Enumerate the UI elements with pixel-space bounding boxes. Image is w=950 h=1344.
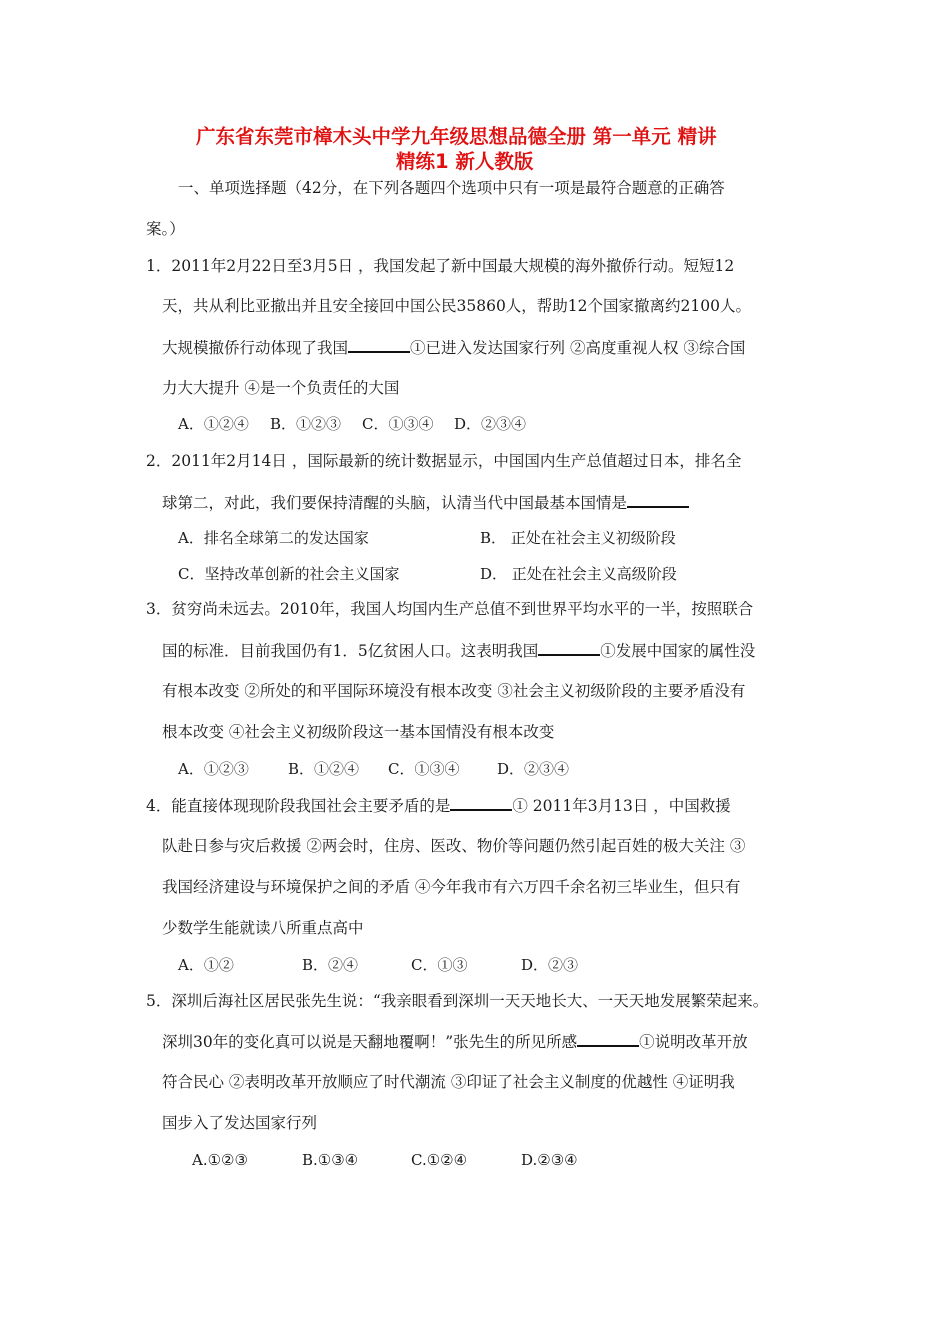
q4-stem-text: 4．能直接体现现阶段我国社会主要矛盾的是: [146, 797, 451, 815]
q5-line2: [162, 1031, 748, 1052]
q1-option-a: A．①②④: [178, 415, 249, 433]
q4-option-d: D．②③: [521, 956, 579, 974]
q4-line4: 少数学生能就读八所重点高中: [162, 919, 364, 937]
q5-option-c: C.①②④: [411, 1151, 468, 1169]
q3-option-d: D．②③④: [497, 760, 570, 778]
q1-statements: ①已进入发达国家行列 ②高度重视人权 ③综合国: [410, 339, 746, 357]
q5-option-a: A.①②③: [192, 1151, 248, 1169]
q5-line3: 符合民心 ②表明改革开放顺应了时代潮流 ③印证了社会主义制度的优越性 ④证明我: [162, 1073, 735, 1091]
q3-line3: 有根本改变 ②所处的和平国际环境没有根本改变 ③社会主义初级阶段的主要矛盾没有: [162, 682, 746, 700]
q2-stem-text: 球第二，对此，我们要保持清醒的头脑，认清当代中国最基本国情是: [162, 494, 628, 512]
q3-option-a: A．①②③: [178, 760, 249, 778]
q2-option-d: D． 正处在社会主义高级阶段: [480, 565, 677, 583]
q3-option-c: C．①③④: [388, 760, 460, 778]
q5-line4: 国步入了发达国家行列: [162, 1114, 318, 1132]
q4-statements: ① 2011年3月13日 ，中国救援: [512, 797, 731, 815]
q4-line3: 我国经济建设与环境保护之间的矛盾 ④今年我市有六万四千余名初三毕业生，但只有: [162, 878, 741, 896]
q4-line1: [146, 795, 731, 816]
q1-answer-blank: [348, 337, 410, 353]
q5-option-b: B.①③④: [302, 1151, 359, 1169]
q1-line3: [162, 337, 745, 358]
q4-answer-blank: [450, 795, 512, 811]
q3-option-b: B．①②④: [288, 760, 360, 778]
document-title-line1: 广东省东莞市樟木头中学九年级思想品德全册 第一单元 精讲: [196, 125, 717, 148]
q4-option-c: C．①③: [411, 956, 468, 974]
q3-answer-blank: [538, 640, 600, 656]
q1-line1: 1．2011年2月22日至3月5日 ，我国发起了新中国最大规模的海外撤侨行动。短短12: [146, 257, 735, 275]
section-heading-line2: 案。）: [146, 220, 185, 238]
q5-line1: 5．深圳后海社区居民张先生说：“我亲眼看到深圳一天天地长大、一天天地发展繁荣起来。: [146, 992, 769, 1010]
q5-answer-blank: [577, 1031, 639, 1047]
q2-answer-blank: [627, 492, 689, 508]
q3-line4: 根本改变 ④社会主义初级阶段这一基本国情没有根本改变: [162, 723, 555, 741]
document-title-line2: 精练1 新人教版: [396, 150, 534, 173]
q3-line1: 3．贫穷尚未远去。2010年，我国人均国内生产总值不到世界平均水平的一半，按照联合: [146, 600, 754, 618]
q1-line4: 力大大提升 ④是一个负责任的大国: [162, 379, 400, 397]
q5-option-d: D.②③④: [521, 1151, 578, 1169]
q1-option-b: B．①②③: [270, 415, 342, 433]
q2-option-a: A．排名全球第二的发达国家: [178, 529, 369, 547]
q5-statements: ①说明改革开放: [639, 1033, 748, 1051]
q1-option-d: D．②③④: [454, 415, 527, 433]
q2-option-b: B． 正处在社会主义初级阶段: [480, 529, 676, 547]
q3-stem-text: 国的标准．目前我国仍有1．5亿贫困人口。这表明我国: [162, 642, 539, 660]
q3-line2: [162, 640, 755, 661]
q4-option-b: B．②④: [302, 956, 359, 974]
q2-line1: 2．2011年2月14日 ，国际最新的统计数据显示，中国国内生产总值超过日本，排名全: [146, 452, 742, 470]
q2-line2: [162, 492, 689, 513]
q1-line2: 天，共从利比亚撤出并且安全接回中国公民35860人，帮助12个国家撤离约2100人。: [162, 297, 751, 315]
q5-stem-text: 深圳30年的变化真可以说是天翻地覆啊！”张先生的所见所感: [162, 1033, 578, 1051]
q4-line2: 队赴日参与灾后救援 ②两会时，住房、医改、物价等问题仍然引起百姓的极大关注 ③: [162, 837, 746, 855]
q1-stem-text: 大规模撤侨行动体现了我国: [162, 339, 349, 357]
q3-statements: ①发展中国家的属性没: [600, 642, 756, 660]
q4-option-a: A．①②: [178, 956, 234, 974]
q2-option-c: C．坚持改革创新的社会主义国家: [178, 565, 400, 583]
section-heading-line1: 一、单项选择题（42分，在下列各题四个选项中只有一项是最符合题意的正确答: [178, 179, 725, 197]
q1-option-c: C．①③④: [362, 415, 434, 433]
